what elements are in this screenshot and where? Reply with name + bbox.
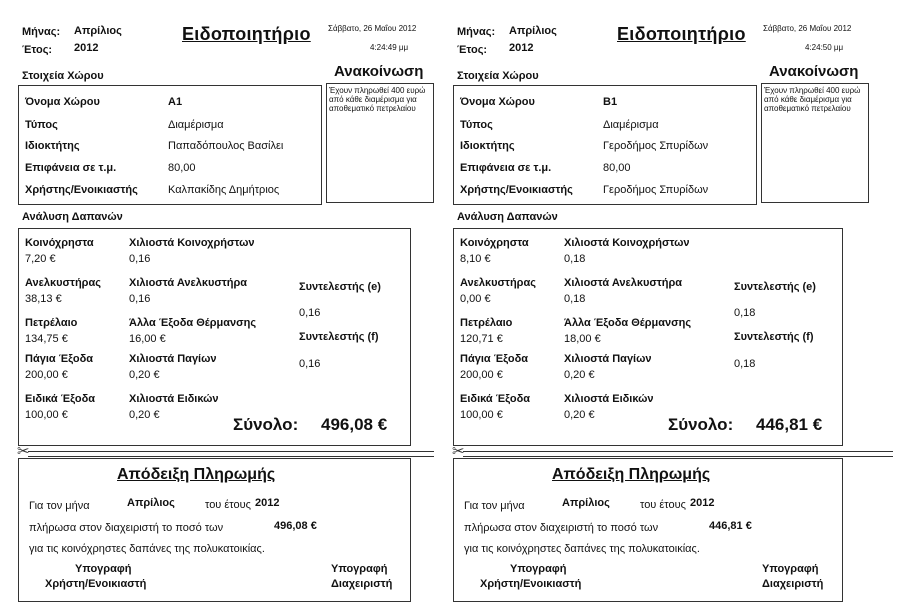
field-value-tenant: Καλπακίδης Δημήτριος bbox=[168, 184, 280, 196]
field-label-tenant: Χρήστης/Ενοικιαστής bbox=[25, 184, 138, 196]
year-label: Έτος: bbox=[457, 44, 488, 56]
field-label-space-name: Όνομα Χώρου bbox=[460, 96, 535, 108]
space-section-title: Στοιχεία Χώρου bbox=[457, 70, 539, 82]
cut-line bbox=[28, 451, 434, 457]
expenses-section-title: Ανάλυση Δαπανών bbox=[457, 211, 558, 223]
field-value-tenant: Γεροδήμος Σπυρίδων bbox=[603, 184, 709, 196]
receipt-amount: 446,81 € bbox=[709, 520, 752, 532]
month-value: Απρίλιος bbox=[509, 25, 557, 37]
receipt-sig-admin-1: Υπογραφή bbox=[762, 563, 819, 575]
expense-per-value-special: 0,20 € bbox=[564, 409, 595, 421]
field-label-tenant: Χρήστης/Ενοικιαστής bbox=[460, 184, 573, 196]
expenses-box bbox=[453, 228, 843, 446]
expense-amount-common: 8,10 € bbox=[460, 253, 491, 265]
expense-per-label-elevator: Χιλιοστά Ανελκυστήρα bbox=[129, 277, 248, 289]
year-value: 2012 bbox=[74, 42, 99, 54]
month-label: Μήνας: bbox=[22, 26, 61, 38]
field-label-owner: Ιδιοκτήτης bbox=[25, 140, 80, 152]
expense-amount-elevator: 0,00 € bbox=[460, 293, 491, 305]
coef-f-label: Συντελεστής (f) bbox=[734, 331, 814, 343]
expense-per-value-fixed: 0,20 € bbox=[564, 369, 595, 381]
total-label: Σύνολο: bbox=[233, 415, 299, 434]
expense-per-value-common: 0,16 bbox=[129, 253, 151, 265]
field-value-owner: Γεροδήμος Σπυρίδων bbox=[603, 140, 709, 152]
expense-label-common: Κοινόχρηστα bbox=[460, 237, 529, 249]
expense-amount-special: 100,00 € bbox=[460, 409, 503, 421]
expense-per-label-oil: Άλλα Έξοδα Θέρμανσης bbox=[564, 317, 692, 329]
expense-per-value-fixed: 0,20 € bbox=[129, 369, 160, 381]
expense-per-label-oil: Άλλα Έξοδα Θέρμανσης bbox=[129, 317, 257, 329]
field-value-space-name: B1 bbox=[603, 96, 618, 108]
expense-label-oil: Πετρέλαιο bbox=[25, 317, 78, 329]
field-label-area: Επιφάνεια σε τ.μ. bbox=[25, 162, 117, 174]
month-label: Μήνας: bbox=[457, 26, 496, 38]
receipt-sig-user-1: Υπογραφή bbox=[75, 563, 132, 575]
field-value-area: 80,00 bbox=[168, 162, 196, 174]
receipt-year: 2012 bbox=[255, 497, 280, 509]
announcement-title: Ανακοίνωση bbox=[334, 63, 424, 80]
receipt-sig-user-2: Χρήστη/Ενοικιαστή bbox=[45, 578, 147, 590]
receipt-of-year: του έτους bbox=[205, 499, 251, 511]
field-value-area: 80,00 bbox=[603, 162, 631, 174]
receipt-title: Απόδειξη Πληρωμής bbox=[117, 466, 276, 483]
coef-e-value: 0,16 bbox=[299, 307, 321, 319]
expense-per-value-special: 0,20 € bbox=[129, 409, 160, 421]
expense-label-fixed: Πάγια Έξοδα bbox=[25, 353, 93, 365]
expense-per-label-fixed: Χιλιοστά Παγίων bbox=[129, 353, 217, 365]
receipt-sig-admin-2: Διαχειριστή bbox=[331, 578, 393, 590]
expense-per-label-special: Χιλιοστά Ειδικών bbox=[564, 393, 654, 405]
field-label-owner: Ιδιοκτήτης bbox=[460, 140, 515, 152]
print-time: 4:24:50 μμ bbox=[805, 43, 844, 52]
notice-a1 bbox=[18, 0, 458, 603]
receipt-purpose-text: για τις κοινόχρηστες δαπάνες της πολυκατοικίας. bbox=[464, 543, 700, 555]
coef-e-label: Συντελεστής (e) bbox=[299, 281, 381, 293]
notice-b1 bbox=[453, 0, 893, 603]
expense-label-oil: Πετρέλαιο bbox=[460, 317, 513, 329]
expense-label-special: Ειδικά Έξοδα bbox=[25, 393, 96, 405]
announcement-title: Ανακοίνωση bbox=[769, 63, 859, 80]
receipt-month: Απρίλιος bbox=[127, 497, 175, 509]
print-time: 4:24:49 μμ bbox=[370, 43, 409, 52]
field-label-type: Τύπος bbox=[25, 119, 58, 131]
expense-label-common: Κοινόχρηστα bbox=[25, 237, 94, 249]
expense-per-value-elevator: 0,16 bbox=[129, 293, 151, 305]
notice-title: Ειδοποιητήριο bbox=[617, 24, 746, 44]
space-section-title: Στοιχεία Χώρου bbox=[22, 70, 104, 82]
expense-amount-fixed: 200,00 € bbox=[25, 369, 68, 381]
announcement-text: Έχουν πληρωθεί 400 ευρώ από κάθε διαμέρισμα για αποθεματικό πετρελαίου bbox=[764, 86, 861, 113]
space-details-box bbox=[453, 85, 757, 205]
scissors-icon: ✂ bbox=[17, 443, 30, 460]
receipt-paid-text: πλήρωσα στον διαχειριστή το ποσό των bbox=[29, 522, 224, 534]
expense-per-label-common: Χιλιοστά Κοινοχρήστων bbox=[129, 237, 255, 249]
receipt-for-month: Για τον μήνα bbox=[464, 500, 525, 512]
expense-amount-fixed: 200,00 € bbox=[460, 369, 503, 381]
expense-per-label-fixed: Χιλιοστά Παγίων bbox=[564, 353, 652, 365]
receipt-purpose-text: για τις κοινόχρηστες δαπάνες της πολυκατοικίας. bbox=[29, 543, 265, 555]
receipt-box bbox=[453, 458, 843, 602]
expense-amount-special: 100,00 € bbox=[25, 409, 68, 421]
coef-e-value: 0,18 bbox=[734, 307, 756, 319]
announcement-text: Έχουν πληρωθεί 400 ευρώ από κάθε διαμέρισμα για αποθεματικό πετρελαίου bbox=[329, 86, 426, 113]
field-value-space-name: A1 bbox=[168, 96, 183, 108]
expense-amount-oil: 120,71 € bbox=[460, 333, 503, 345]
field-label-area: Επιφάνεια σε τ.μ. bbox=[460, 162, 552, 174]
month-value: Απρίλιος bbox=[74, 25, 122, 37]
year-value: 2012 bbox=[509, 42, 534, 54]
receipt-year: 2012 bbox=[690, 497, 715, 509]
expense-label-special: Ειδικά Έξοδα bbox=[460, 393, 531, 405]
coef-f-value: 0,18 bbox=[734, 358, 756, 370]
field-value-owner: Παπαδόπουλος Βασίλει bbox=[168, 140, 284, 152]
expense-label-elevator: Ανελκυστήρας bbox=[460, 277, 536, 289]
expense-per-label-special: Χιλιοστά Ειδικών bbox=[129, 393, 219, 405]
receipt-sig-admin-2: Διαχειριστή bbox=[762, 578, 824, 590]
cut-line bbox=[463, 451, 893, 457]
notice-title: Ειδοποιητήριο bbox=[182, 24, 311, 44]
expense-per-value-common: 0,18 bbox=[564, 253, 586, 265]
total-label: Σύνολο: bbox=[668, 415, 734, 434]
expense-per-value-oil: 18,00 € bbox=[564, 333, 601, 345]
announcement-box bbox=[761, 83, 869, 203]
field-label-type: Τύπος bbox=[460, 119, 493, 131]
year-label: Έτος: bbox=[22, 44, 53, 56]
receipt-for-month: Για τον μήνα bbox=[29, 500, 90, 512]
field-value-type: Διαμέρισμα bbox=[168, 119, 224, 131]
expense-per-label-common: Χιλιοστά Κοινοχρήστων bbox=[564, 237, 690, 249]
receipt-sig-user-1: Υπογραφή bbox=[510, 563, 567, 575]
announcement-box bbox=[326, 83, 434, 203]
expenses-box bbox=[18, 228, 411, 446]
receipt-box bbox=[18, 458, 411, 602]
receipt-paid-text: πλήρωσα στον διαχειριστή το ποσό των bbox=[464, 522, 659, 534]
receipt-month: Απρίλιος bbox=[562, 497, 610, 509]
expense-label-elevator: Ανελκυστήρας bbox=[25, 277, 101, 289]
total-value: 496,08 € bbox=[321, 415, 388, 434]
expense-amount-common: 7,20 € bbox=[25, 253, 56, 265]
expense-amount-oil: 134,75 € bbox=[25, 333, 68, 345]
coef-f-label: Συντελεστής (f) bbox=[299, 331, 379, 343]
field-value-type: Διαμέρισμα bbox=[603, 119, 659, 131]
expense-per-value-elevator: 0,18 bbox=[564, 293, 586, 305]
receipt-sig-admin-1: Υπογραφή bbox=[331, 563, 388, 575]
expense-per-label-elevator: Χιλιοστά Ανελκυστήρα bbox=[564, 277, 683, 289]
scissors-icon: ✂ bbox=[452, 443, 465, 460]
receipt-amount: 496,08 € bbox=[274, 520, 317, 532]
space-details-box bbox=[18, 85, 322, 205]
expense-per-value-oil: 16,00 € bbox=[129, 333, 166, 345]
receipt-title: Απόδειξη Πληρωμής bbox=[552, 466, 711, 483]
expense-amount-elevator: 38,13 € bbox=[25, 293, 62, 305]
print-date: Σάββατο, 26 Μαΐου 2012 bbox=[328, 24, 417, 33]
expenses-section-title: Ανάλυση Δαπανών bbox=[22, 211, 123, 223]
coef-f-value: 0,16 bbox=[299, 358, 321, 370]
field-label-space-name: Όνομα Χώρου bbox=[25, 96, 100, 108]
coef-e-label: Συντελεστής (e) bbox=[734, 281, 816, 293]
print-date: Σάββατο, 26 Μαΐου 2012 bbox=[763, 24, 852, 33]
expense-label-fixed: Πάγια Έξοδα bbox=[460, 353, 528, 365]
total-value: 446,81 € bbox=[756, 415, 823, 434]
receipt-of-year: του έτους bbox=[640, 499, 686, 511]
receipt-sig-user-2: Χρήστη/Ενοικιαστή bbox=[480, 578, 582, 590]
